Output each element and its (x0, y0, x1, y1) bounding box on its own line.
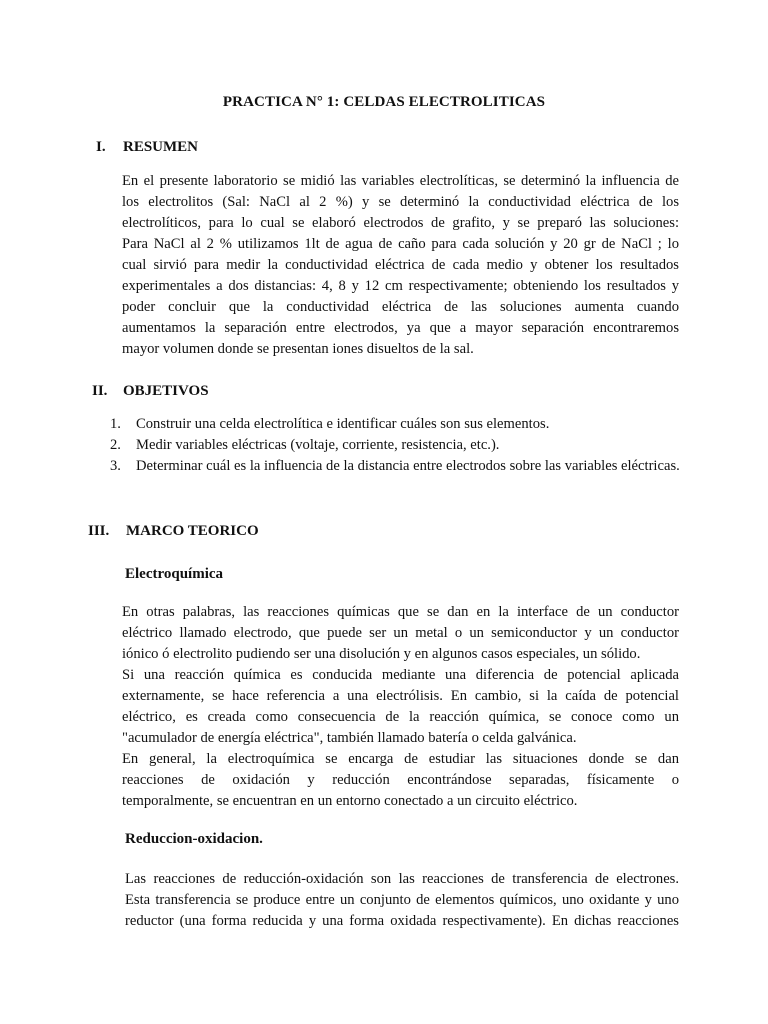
section-title: MARCO TEORICO (126, 523, 259, 539)
list-item-number: 2. (110, 437, 121, 453)
objectives-list (110, 414, 680, 477)
list-item-text: Medir variables eléctricas (voltaje, corriente, resistencia, etc.). (136, 437, 500, 453)
list-item-text: Determinar cuál es la influencia de la distancia entre electrodos sobre las variables eléctricas. (136, 458, 680, 474)
text-line: iónico ó electrolito pudiendo ser una disolución y en algunos casos especiales, un sólido. (122, 646, 641, 662)
list-item (110, 435, 680, 456)
text-line: externamente, se hace referencia a una electrólisis. En cambio, si la caída de potencial (122, 688, 679, 704)
section-title: RESUMEN (123, 139, 199, 155)
document-title: PRACTICA N° 1: CELDAS ELECTROLITICAS (222, 94, 546, 110)
section-number: III. (88, 523, 110, 539)
text-line: cual sirvió para medir la conductividad eléctrica de cada medio y obtener los resultados (122, 257, 679, 273)
section-title: OBJETIVOS (123, 383, 209, 399)
text-line: "acumulador de energía eléctrica", también llamado batería o celda galvánica. (122, 730, 577, 746)
redox-paragraph (125, 869, 679, 932)
list-item (110, 414, 680, 435)
list-item (110, 456, 680, 477)
electroquimica-paragraph (122, 602, 679, 812)
subheading-reduccion-oxidacion: Reduccion-oxidacion. (125, 831, 263, 847)
text-line: Si una reacción química es conducida mediante una diferencia de potencial aplicada (122, 667, 679, 683)
text-line: Esta transferencia se produce entre un conjunto de elementos químicos, uno oxidante y uno (125, 892, 679, 908)
list-item-number: 1. (110, 416, 121, 432)
subheading-electroquimica: Electroquímica (125, 566, 224, 582)
text-line: poder concluir que la conductividad eléctrica de las soluciones aumenta cuando (122, 299, 679, 315)
text-line: En otras palabras, las reacciones químicas que se dan en la interface de un conductor (122, 604, 679, 620)
text-line: En el presente laboratorio se midió las variables electrolíticas, se determinó la influencia de (122, 173, 679, 189)
text-line: Las reacciones de reducción-oxidación son las reacciones de transferencia de electrones. (125, 871, 679, 887)
resumen-paragraph (122, 171, 679, 360)
text-line: experimentales a dos distancias: 4, 8 y 12 cm respectivamente; obteniendo los resultados y (122, 278, 679, 294)
text-line: eléctrico llamado electrodo, que puede ser un metal o un semiconductor y un conductor (122, 625, 679, 641)
text-line: aumentamos la separación entre electrodos, ya que a mayor separación encontraremos (122, 320, 679, 336)
text-line: los electrolitos (Sal: NaCl al 2 %) y se determinó la conductividad eléctrica de los (122, 194, 679, 210)
text-line: En general, la electroquímica se encarga de estudiar las situaciones donde se dan (122, 751, 679, 767)
text-line: temporalmente, se encuentran en un entorno conectado a un circuito eléctrico. (122, 793, 578, 809)
section-number: I. (96, 139, 106, 155)
list-item-number: 3. (110, 458, 121, 474)
text-line: Para NaCl al 2 % utilizamos 1lt de agua de caño para cada solución y 20 gr de NaCl ; lo (122, 236, 679, 252)
text-line: reductor (una forma reducida y una forma oxidada respectivamente). En dichas reacciones (125, 913, 679, 929)
text-line: mayor volumen donde se presentan iones disueltos de la sal. (122, 341, 474, 357)
list-item-text: Construir una celda electrolítica e identificar cuáles son sus elementos. (136, 416, 550, 432)
text-line: eléctrico, es creada como consecuencia de la reacción química, se conoce como un (122, 709, 679, 725)
text-line: electrolíticos, para lo cual se elaboró electrodos de grafito, y se preparó las soluciones: (122, 215, 679, 231)
text-line: reacciones de oxidación y reducción encontrándose separadas, físicamente o (122, 772, 679, 788)
section-number: II. (92, 383, 108, 399)
